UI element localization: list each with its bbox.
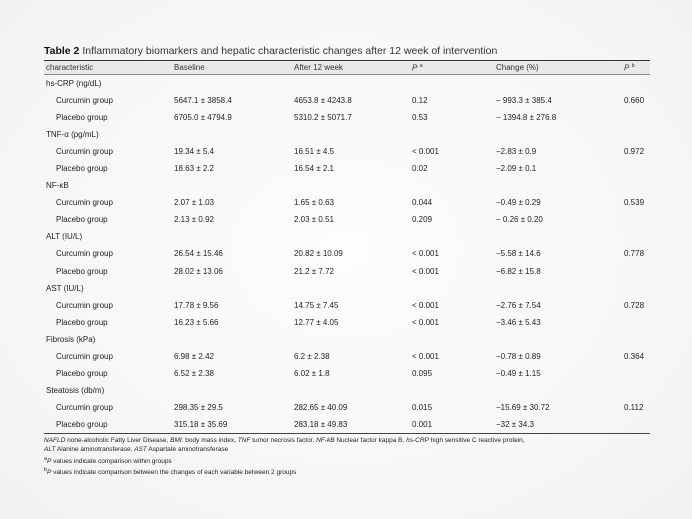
table-cell: 16.54 ± 2.1: [294, 164, 334, 174]
table-cell: 0.044: [412, 198, 433, 208]
table-cell: AST (IU/L): [46, 283, 84, 293]
table-cell: − 993.3 ± 385.4: [496, 96, 552, 106]
abbreviation-definition: tumor necrosis factor,: [252, 436, 315, 444]
table-cell: 0.660: [624, 96, 645, 106]
table-row: [44, 245, 650, 262]
header-baseline: Baseline: [174, 63, 205, 72]
table-cell: [622, 177, 650, 194]
table-cell: [622, 331, 650, 348]
table-cell: < 0.001: [412, 266, 439, 276]
table-cell: 0.728: [624, 300, 645, 310]
footnote-b: $^b$P values indicate comparison between the changes of each variable between 2 groups: [44, 467, 297, 477]
table-cell: [622, 365, 650, 382]
table-caption-text: Inflammatory biomarkers and hepatic characteristic changes after 12 week of intervention: [82, 45, 498, 57]
table-cell: −2.83 ± 0.9: [496, 147, 537, 157]
table-cell: [622, 382, 650, 399]
table-cell: −0.49 ± 1.15: [496, 368, 541, 378]
table-row: [44, 92, 650, 109]
table-cell: [410, 382, 494, 399]
table-cell: [172, 228, 292, 245]
table-cell: 18.63 ± 2.2: [174, 164, 214, 174]
table-cell: [622, 263, 650, 280]
table-cell: 298.35 ± 29.5: [174, 402, 223, 412]
table-section-row: [44, 177, 650, 194]
table-row: [44, 211, 650, 228]
table-cell: −15.69 ± 30.72: [496, 402, 550, 412]
table-cell: TNF-α (pg/mL): [46, 130, 99, 140]
abbreviation-definition: body mass index,: [185, 436, 236, 444]
table-cell: 0.778: [624, 249, 645, 259]
table-cell: Placebo group: [56, 368, 108, 378]
table-cell: [622, 109, 650, 126]
table-cell: Placebo group: [56, 164, 108, 174]
table-cell: [622, 211, 650, 228]
table-cell: 0.095: [412, 368, 433, 378]
abbreviation-term: NAFLD: [44, 436, 66, 444]
table-cell: 5647.1 ± 3858.4: [174, 96, 232, 106]
table-cell: < 0.001: [412, 317, 439, 327]
table-cell: −2.09 ± 0.1: [496, 164, 537, 174]
footnote-a: $^a$P values indicate comparison within groups: [44, 455, 172, 465]
header-characteristic: characteristic: [46, 63, 94, 72]
table-cell: [622, 280, 650, 297]
table-cell: 16.51 ± 4.5: [294, 147, 334, 157]
table-cell: [622, 160, 650, 177]
abbreviation-term: AST: [134, 446, 147, 454]
table-cell: Curcumin group: [56, 198, 113, 208]
abbreviation-definition: Nuclear factor kappa B,: [336, 436, 405, 444]
table-cell: −3.46 ± 5.43: [496, 317, 541, 327]
table-cell: 1.65 ± 0.63: [294, 198, 334, 208]
table-cell: [410, 280, 494, 297]
table-cell: Placebo group: [56, 215, 108, 225]
table-row: [44, 416, 650, 434]
table-cell: 6.98 ± 2.42: [174, 351, 214, 361]
table-cell: −6.82 ± 15.8: [496, 266, 541, 276]
table-cell: [292, 382, 410, 399]
table-cell: 283.18 ± 49.83: [294, 419, 348, 429]
table-row: [44, 109, 650, 126]
abbreviation-definition: none-alcoholic Fatty Liver Disease,: [67, 436, 169, 444]
footnote-abbreviations-2: [44, 445, 650, 454]
header-change: Change (%): [496, 63, 539, 72]
table-cell: 315.18 ± 35.69: [174, 419, 228, 429]
table-cell: 2.13 ± 0.92: [174, 215, 214, 225]
table-cell: − 0.26 ± 0.20: [496, 215, 543, 225]
table-cell: −5.58 ± 14.6: [496, 249, 541, 259]
table-cell: 0.539: [624, 198, 645, 208]
table-cell: hs-CRP (ng/dL): [46, 79, 102, 89]
table-section-row: [44, 280, 650, 297]
table-cell: Steatosis (db/m): [46, 385, 105, 395]
table-cell: [622, 126, 650, 143]
table-cell: [292, 331, 410, 348]
table-cell: [494, 331, 622, 348]
table-cell: < 0.001: [412, 300, 439, 310]
table-cell: [494, 126, 622, 143]
abbreviation-term: TNF: [237, 436, 251, 444]
abbreviation-definition: Aspartate aminotransferase: [148, 446, 229, 454]
table-header-row: [44, 61, 650, 75]
table-caption-label: Table 2: [44, 45, 80, 57]
biomarker-table: [44, 60, 650, 434]
table-cell: 0.209: [412, 215, 433, 225]
table-cell: [494, 75, 622, 93]
table-row: [44, 143, 650, 160]
header-p-between: P $^b$: [624, 62, 635, 73]
table-cell: [622, 416, 650, 434]
table-cell: [494, 177, 622, 194]
table-cell: [410, 177, 494, 194]
table-container: [44, 44, 650, 477]
table-cell: Placebo group: [56, 419, 108, 429]
table-cell: [292, 280, 410, 297]
table-cell: ALT (IU/L): [46, 232, 83, 242]
table-cell: − 1394.8 ± 276.8: [496, 113, 557, 123]
table-cell: 16.23 ± 5.66: [174, 317, 219, 327]
table-cell: 28.02 ± 13.06: [174, 266, 223, 276]
table-cell: −2.76 ± 7.54: [496, 300, 541, 310]
table-cell: Curcumin group: [56, 96, 113, 106]
footnote-abbreviations-1: [44, 436, 650, 445]
table-caption: [44, 44, 650, 58]
table-section-row: [44, 331, 650, 348]
table-cell: [172, 126, 292, 143]
table-cell: 26.54 ± 15.46: [174, 249, 223, 259]
table-cell: 6.02 ± 1.8: [294, 368, 330, 378]
table-cell: [494, 382, 622, 399]
table-row: [44, 160, 650, 177]
table-cell: [622, 75, 650, 93]
table-section-row: [44, 382, 650, 399]
table-cell: [494, 228, 622, 245]
table-row: [44, 314, 650, 331]
table-cell: [172, 280, 292, 297]
table-cell: 0.12: [412, 96, 428, 106]
table-cell: < 0.001: [412, 147, 439, 157]
table-cell: 0.001: [412, 419, 433, 429]
table-cell: Curcumin group: [56, 300, 113, 310]
table-row: [44, 194, 650, 211]
table-cell: 2.03 ± 0.51: [294, 215, 334, 225]
table-cell: 0.53: [412, 113, 428, 123]
abbreviation-term: ALT: [44, 446, 56, 454]
abbreviation-definition: high sensitive C reactive protein,: [430, 436, 525, 444]
table-row: [44, 297, 650, 314]
abbreviation-term: NF-kB: [316, 436, 335, 444]
table-cell: [494, 280, 622, 297]
table-cell: Curcumin group: [56, 147, 113, 157]
table-cell: [292, 228, 410, 245]
table-cell: 20.82 ± 10.09: [294, 249, 343, 259]
table-cell: [172, 382, 292, 399]
table-cell: [410, 75, 494, 93]
table-cell: NF-κB: [46, 181, 69, 191]
table-cell: [622, 314, 650, 331]
table-cell: 5310.2 ± 5071.7: [294, 113, 352, 123]
table-cell: 21.2 ± 7.72: [294, 266, 334, 276]
abbreviation-term: hs-CRP: [406, 436, 429, 444]
table-cell: 0.972: [624, 147, 645, 157]
table-cell: [172, 177, 292, 194]
table-cell: Placebo group: [56, 266, 108, 276]
table-cell: [292, 75, 410, 93]
table-section-row: [44, 75, 650, 93]
table-cell: [410, 228, 494, 245]
table-cell: [292, 177, 410, 194]
table-cell: 2.07 ± 1.03: [174, 198, 214, 208]
table-row: [44, 399, 650, 416]
table-section-row: [44, 228, 650, 245]
table-cell: 282.65 ± 40.09: [294, 402, 348, 412]
abbreviation-definition: Alanine aminotransferase,: [56, 446, 133, 454]
table-cell: [410, 331, 494, 348]
table-row: [44, 263, 650, 280]
table-row: [44, 365, 650, 382]
table-cell: 0.112: [624, 402, 644, 412]
table-cell: Curcumin group: [56, 351, 113, 361]
table-body: [44, 75, 650, 434]
table-cell: < 0.001: [412, 249, 439, 259]
table-cell: Placebo group: [56, 113, 108, 123]
table-footnotes: [44, 436, 650, 478]
header-p-within: P $^a$: [412, 62, 423, 73]
table-cell: 0.02: [412, 164, 428, 174]
table-cell: 12.77 ± 4.05: [294, 317, 339, 327]
table-cell: 6.2 ± 2.38: [294, 351, 330, 361]
table-cell: [172, 331, 292, 348]
table-cell: [292, 126, 410, 143]
table-cell: 14.75 ± 7.45: [294, 300, 339, 310]
table-cell: < 0.001: [412, 351, 439, 361]
table-cell: Curcumin group: [56, 249, 113, 259]
table-cell: −0.49 ± 0.29: [496, 198, 541, 208]
table-cell: [410, 126, 494, 143]
table-section-row: [44, 126, 650, 143]
abbreviation-term: BMI:: [170, 436, 184, 444]
table-cell: −0.78 ± 0.89: [496, 351, 541, 361]
table-cell: Curcumin group: [56, 402, 113, 412]
table-row: [44, 348, 650, 365]
table-cell: Fibrosis (kPa): [46, 334, 96, 344]
table-cell: 17.78 ± 9.56: [174, 300, 219, 310]
table-cell: 0.015: [412, 402, 433, 412]
table-cell: 6.52 ± 2.38: [174, 368, 214, 378]
table-cell: Placebo group: [56, 317, 108, 327]
table-cell: 19.34 ± 5.4: [174, 147, 214, 157]
header-after-12-week: After 12 week: [294, 63, 343, 72]
table-cell: 6705.0 ± 4794.9: [174, 113, 232, 123]
table-cell: 0.364: [624, 351, 645, 361]
table-cell: [622, 228, 650, 245]
table-cell: 4653.8 ± 4243.8: [294, 96, 352, 106]
table-cell: [172, 75, 292, 93]
table-cell: −32 ± 34.3: [496, 419, 534, 429]
